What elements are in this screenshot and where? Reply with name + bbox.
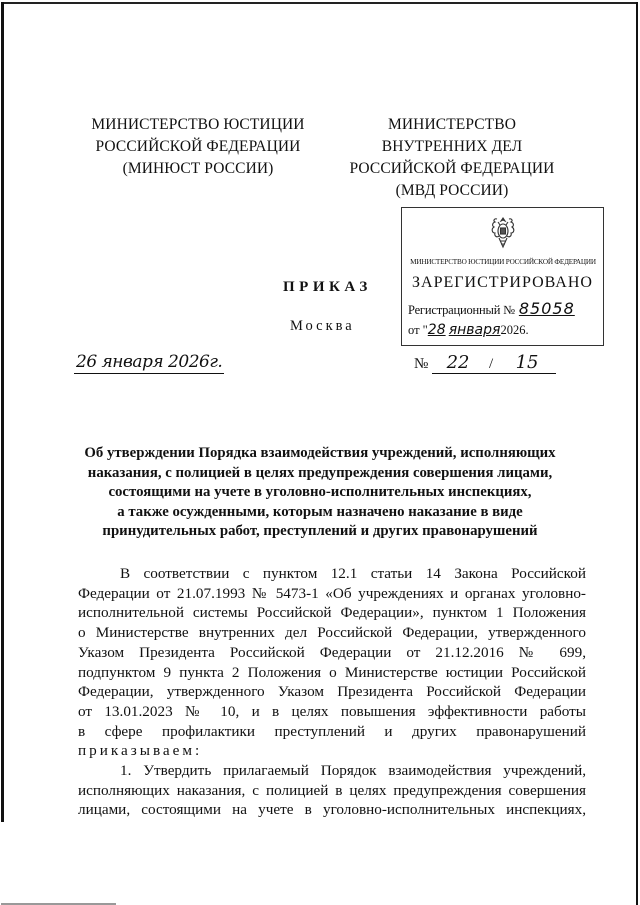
number-part-1: 22 bbox=[432, 352, 484, 374]
body-line: В соответствии с пунктом 12.1 статьи 14 Закона Российской bbox=[120, 565, 586, 582]
title-line: состоящими на учете в уголовно-исполнительных инспекциях, bbox=[108, 484, 532, 501]
document-type: ПРИКАЗ bbox=[283, 279, 372, 295]
item-1-paragraph bbox=[78, 761, 586, 820]
scan-border-right bbox=[636, 2, 638, 905]
scan-border-left bbox=[1, 2, 4, 822]
stamp-date-prefix: от " bbox=[408, 323, 428, 337]
stamp-status: ЗАРЕГИСТРИРОВАНО bbox=[412, 274, 593, 291]
order-word: приказываем: bbox=[78, 742, 203, 760]
ministry-line: ВНУТРЕННИХ ДЕЛ bbox=[381, 138, 523, 155]
number-separator: / bbox=[484, 356, 498, 374]
stamp-number-value: 85058 bbox=[518, 299, 575, 318]
ministry-line: МИНИСТЕРСТВО bbox=[388, 116, 516, 133]
registration-stamp bbox=[401, 207, 604, 346]
ministry-line: (МВД РОССИИ) bbox=[395, 182, 509, 199]
body-line: Федерации от 21.07.1993 № 5473-1 «Об учреждениях и органах уголовно- bbox=[78, 584, 586, 602]
stamp-registration-date bbox=[408, 322, 602, 338]
number-part-2: 15 bbox=[498, 352, 556, 374]
body-line: в сфере профилактики преступлений и других правонарушений bbox=[78, 722, 586, 740]
body-line: исполнительной системы Российской Федерации», пунктом 1 Положения bbox=[78, 604, 586, 622]
ministry-line: МИНИСТЕРСТВО ЮСТИЦИИ bbox=[91, 116, 305, 133]
stamp-registration-number bbox=[408, 299, 602, 318]
body-line: исполняющих наказания, с полицией в целях предупреждения совершения bbox=[78, 781, 586, 799]
stamp-date-month: января bbox=[448, 322, 501, 338]
document-number bbox=[414, 352, 556, 374]
document-title bbox=[62, 444, 578, 542]
title-line: наказания, с полицией в целях предупреждения совершения лицами, bbox=[87, 464, 553, 481]
document-city: Москва bbox=[290, 318, 355, 334]
body-line: подпунктом 9 пункта 2 Положения о Министерстве юстиции Российской bbox=[78, 663, 586, 681]
double-headed-eagle-emblem-icon bbox=[488, 214, 518, 252]
body-line: Федерации, утвержденного Указом Президента Российской Федерации bbox=[78, 683, 586, 701]
document-body bbox=[78, 564, 586, 820]
body-line: 1. Утвердить прилагаемый Порядок взаимодействия учреждений, bbox=[120, 762, 586, 780]
body-line: от 13.01.2023 № 10, и в целях повышения эффективности работы bbox=[78, 702, 586, 720]
ministry-line: РОССИЙСКОЙ ФЕДЕРАЦИИ bbox=[349, 160, 555, 177]
title-line: а также осужденными, которым назначено наказание в виде bbox=[117, 503, 523, 520]
ministry-justice-header bbox=[72, 114, 324, 180]
scan-border-top bbox=[1, 2, 637, 4]
stamp-date-year: 2026 bbox=[500, 323, 526, 337]
title-line: принудительных работ, преступлений и других правонарушений bbox=[102, 523, 538, 540]
body-line: о Министерстве внутренних дел Российской Федерации, утвержденного bbox=[78, 624, 586, 642]
body-line: лицами, состоящими на учете в уголовно-исполнительных инспекциях, bbox=[78, 801, 586, 819]
stamp-date-day: 28 bbox=[427, 322, 446, 338]
ministry-line: (МИНЮСТ РОССИИ) bbox=[122, 160, 274, 177]
signed-date-handwritten: 26 января 2026г. bbox=[76, 352, 223, 372]
stamp-number-label: Регистрационный № bbox=[408, 303, 515, 317]
ministry-interior-header bbox=[332, 114, 572, 202]
ministry-line: РОССИЙСКОЙ ФЕДЕРАЦИИ bbox=[95, 138, 301, 155]
preamble-paragraph bbox=[78, 564, 586, 761]
title-line: Об утверждении Порядка взаимодействия учреждений, исполняющих bbox=[84, 445, 556, 461]
stamp-organization: МИНИСТЕРСТВО ЮСТИЦИИ РОССИЙСКОЙ ФЕДЕРАЦИИ bbox=[410, 258, 596, 266]
number-sign: № bbox=[414, 356, 429, 372]
stamp-date-suffix: . bbox=[525, 323, 529, 337]
body-line: Указом Президента Российской Федерации от 21.12.2016 № 699, bbox=[78, 643, 586, 661]
